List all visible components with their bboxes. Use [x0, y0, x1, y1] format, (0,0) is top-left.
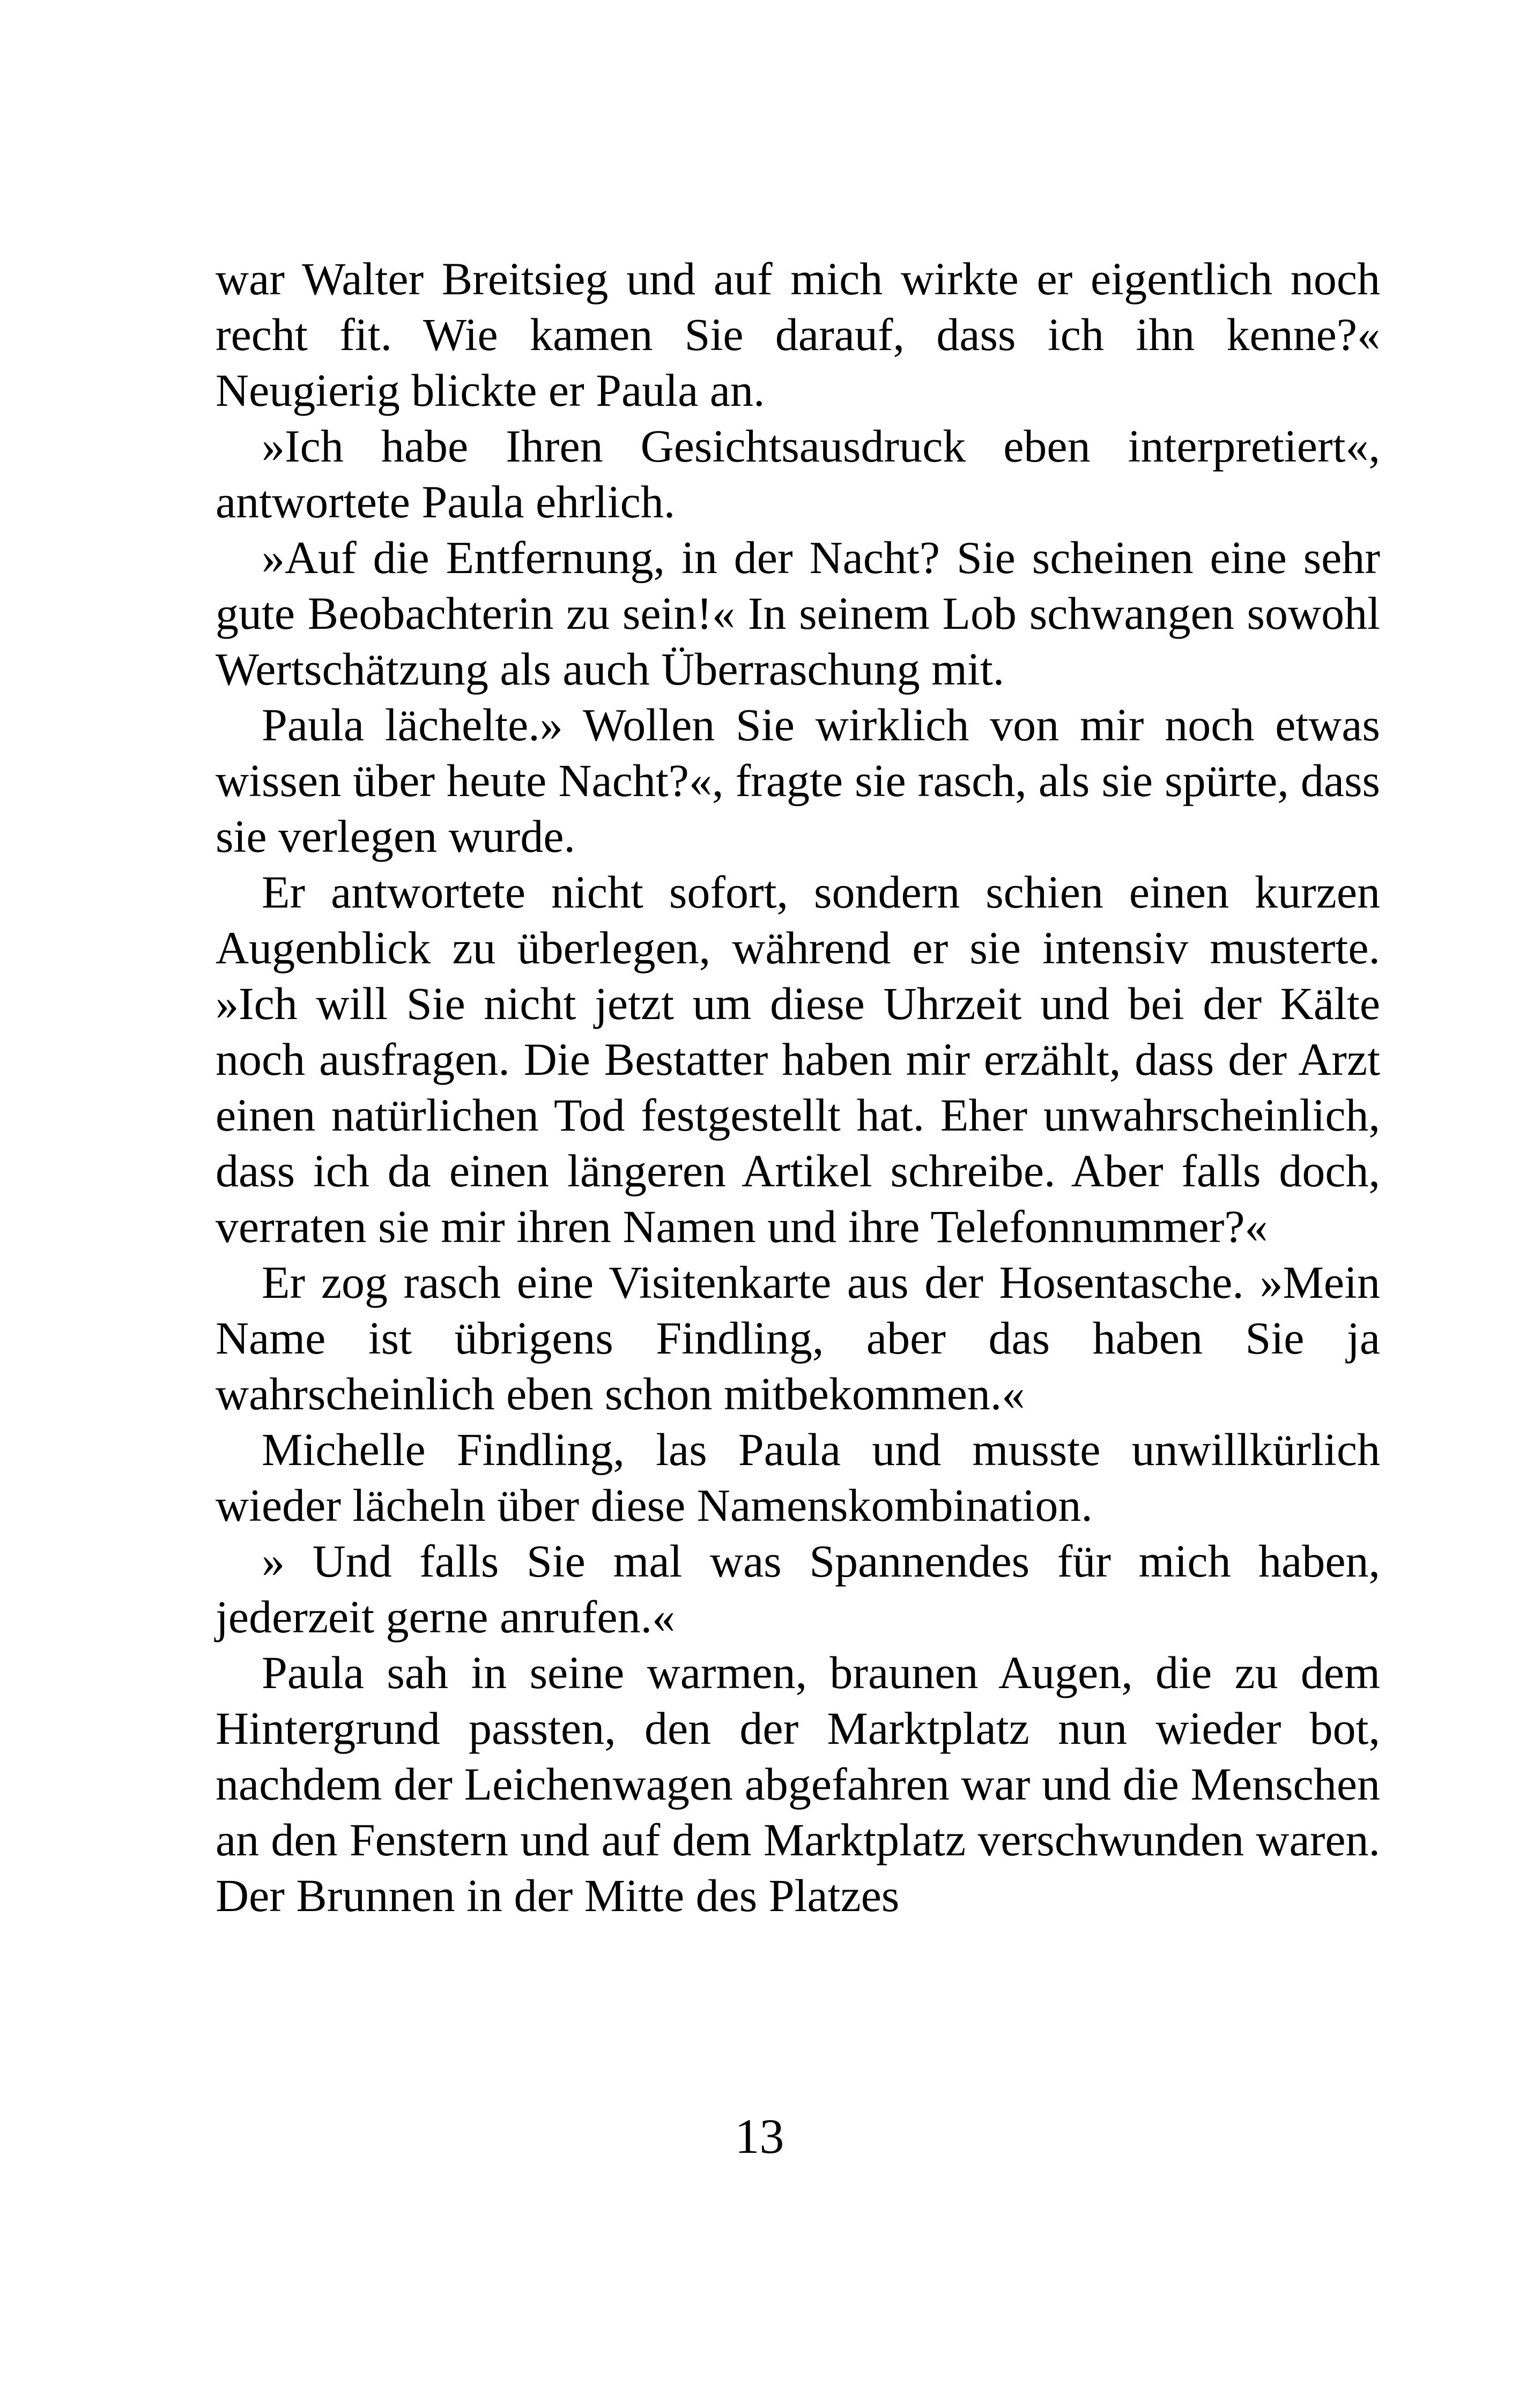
page-number: 13 — [735, 2109, 784, 2164]
paragraph-3: »Auf die Entfernung, in der Nacht? Sie scheinen eine sehr gute Beobachterin zu sein!« In seinem Lob schwangen sowohl Wertschätzung als auch Überraschung mit. — [216, 532, 1380, 695]
paragraph-5: Er antwortete nicht sofort, sondern schien einen kurzen Augenblick zu überlegen, während er sie intensiv musterte. »Ich will Sie nicht jetzt um diese Uhrzeit und bei der Kälte noch ausfragen. Die Bestatter haben mir erzählt, dass der Arzt einen natürlichen Tod festgestellt hat. Eher unwahrscheinlich, dass ich da einen längeren Artikel schreibe. Aber falls doch, verraten sie mir ihren Namen und ihre Telefonnummer?« — [216, 866, 1380, 1252]
paragraph-8: » Und falls Sie mal was Spannendes für mich haben, jederzeit gerne anrufen.« — [216, 1535, 1380, 1643]
paragraph-4: Paula lächelte.» Wollen Sie wirklich von mir noch etwas wissen über heute Nacht?«, fragte sie rasch, als sie spürte, dass sie verlegen wurde. — [216, 699, 1380, 862]
paragraph-6: Er zog rasch eine Visitenkarte aus der Hosentasche. »Mein Name ist übrigens Findling, aber das haben Sie ja wahrscheinlich eben schon mitbekommen.« — [216, 1257, 1380, 1419]
paragraph-2: »Ich habe Ihren Gesichtsausdruck eben interpretiert«, antwortete Paula ehrlich. — [216, 420, 1380, 527]
paragraph-1: war Walter Breitsieg und auf mich wirkte er eigentlich noch recht fit. Wie kamen Sie darauf, dass ich ihn kenne?« Neugierig blickte er Paula an. — [216, 253, 1380, 416]
paragraph-7: Michelle Findling, las Paula und musste unwillkürlich wieder lächeln über diese Namenskombination. — [216, 1424, 1380, 1531]
paragraph-9: Paula sah in seine warmen, braunen Augen, die zu dem Hintergrund passten, den der Marktplatz nun wieder bot, nachdem der Leichenwagen abgefahren war und die Menschen an den Fenstern und auf dem Marktplatz verschwunden waren. Der Brunnen in der Mitte des Platzes — [216, 1647, 1380, 1921]
body-text — [216, 251, 1380, 1923]
